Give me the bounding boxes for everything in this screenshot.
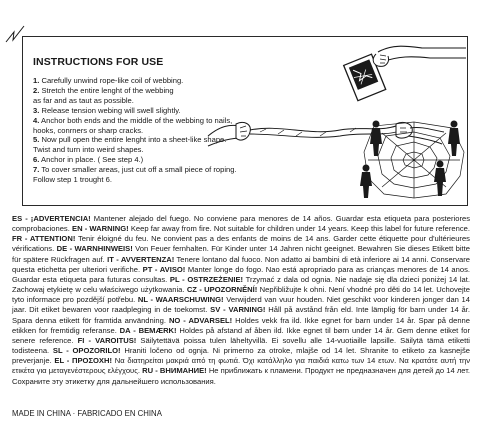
web-sheet-people-icon — [360, 121, 464, 199]
step-5: 5. Now pull open the entire lenght into a sheet-like shape. — [33, 135, 227, 145]
stretching-hands-icon — [208, 122, 444, 146]
step-3: 3. Release tension webing will swell slightly. — [33, 105, 181, 115]
safety-warnings: ES - ¡ADVERTENCIA! Mantener alejado del fuego. No conviene para menores de 14 años. Guardar esta etiqueta para posteriores comprobaciones. EN - WARNING! Keep far away from fire. Not suitable for children under 14 years. Keep this label for future reference. FR - ATTENTION! Tenir éloigné du feu. Ne convient pas a des enfants de moins de 14 ans. Garder cette étiquette pour d'ultérieures vérifications. DE - WARNHINWEIS! Von Feuer fernhalten. Für Kinder unter 14 Jahren nicht geeignet. Bewahren Sie dieses Etikett bitte für spätere Rückfragen auf. IT - AVVERTENZA! Tenere lontano dal fuoco. Non adatto ai bambini di età inferiore ai 14 anni. Conservare questa etichetta per ulteriori verifiche. PT - AVISO! Manter longe do fogo. Nao está apropriado para as crianças menores de 14 anos. Guardar esta etiqueta para futuras consultas. PL - OSTRZEŻENIE! Trzymać z dala od ognia. Nie nadaje się dla dzieci poniżej 14 lat. Zachowaj etykietę w celu właściwego użytkowania. CZ - UPOZORNĚNÍ! Nepřibližujte k ohni. Není vhodné pro děti do 14 let. Uchovejte tyto informace pro pozdější potřebu. NL - WAARSCHUWING! Verwijderd van vuur houden. Niet geschikt voor kinderen jonger dan 14 jaar. Dit etiket bewaren voor raadpleging in de toekomst. SV - VARNING! Håll på avstånd från eld. Inte lämplig för barn under 14 år. Spara denna etikett för framtida användning. NO - ADVARSEL! Holdes vekk fra ild. Ikke egnet for barn under 14 år. Spar på denne etikken for fremtidig referanse. DA - BEMÆRK! Holdes på afstand af åben ild. Ikke egnet til børn under 14 år. Gem denne etiket for senere reference. FI - VAROITUS! Säilytettävä poissa tulen läheltyvillä. Ei sovellu alle 14-vuotiaille lapsille. Säilytä tämä etiketti todisteena. SL - OPOZORILO! Hraniti ločeno od ognja. Ni primerno za otroke, mlajše od 14 let. Shranite to etiketo za kasnejše preverjanje. EL - ΠΡΟΣΟΧΗ! Να διατηρείται μακριά από τη φωτιά. Όχι κατάλληλο για παιδιά κατω των 14 ετων. Να κρατάτε αυτή την ετικέτα για μεταγενέστερους ελέγχους. RU - ВНИМАНИЕ! Не приближать к пламени. Продукт не предназначен для детей до 14 лет. Сохраните эту этикетку для дальнейшего использования. — [12, 214, 471, 386]
step-4: 4. Anchor both ends and the middle of the webbing to nails, — [33, 115, 233, 125]
step-7: 7. To cover smaller areas, just cut off a small piece of roping. — [33, 165, 237, 175]
instructions-title: INSTRUCTIONS FOR USE — [33, 56, 164, 68]
step-6: 6. Anchor in place. ( See step 4.) — [33, 155, 144, 165]
made-in-label: MADE IN CHINA · FABRICADO EN CHINA — [12, 409, 162, 418]
step-5-cont: Twist and turn into weird shapes. — [33, 145, 144, 155]
web-package-hand-icon — [344, 46, 466, 100]
step-7-cont: Follow step 1 trought 6. — [33, 175, 112, 185]
step-2-cont: as far and as taut as possible. — [33, 95, 134, 105]
step-2: 2. Stretch the entire lenght of the webbing — [33, 85, 174, 95]
step-1: 1. Carefully unwind rope-like coil of webbing. — [33, 76, 184, 85]
step-4-cont: hooks, conrners or sharp cracks. — [33, 125, 144, 135]
usage-illustration — [200, 40, 468, 204]
